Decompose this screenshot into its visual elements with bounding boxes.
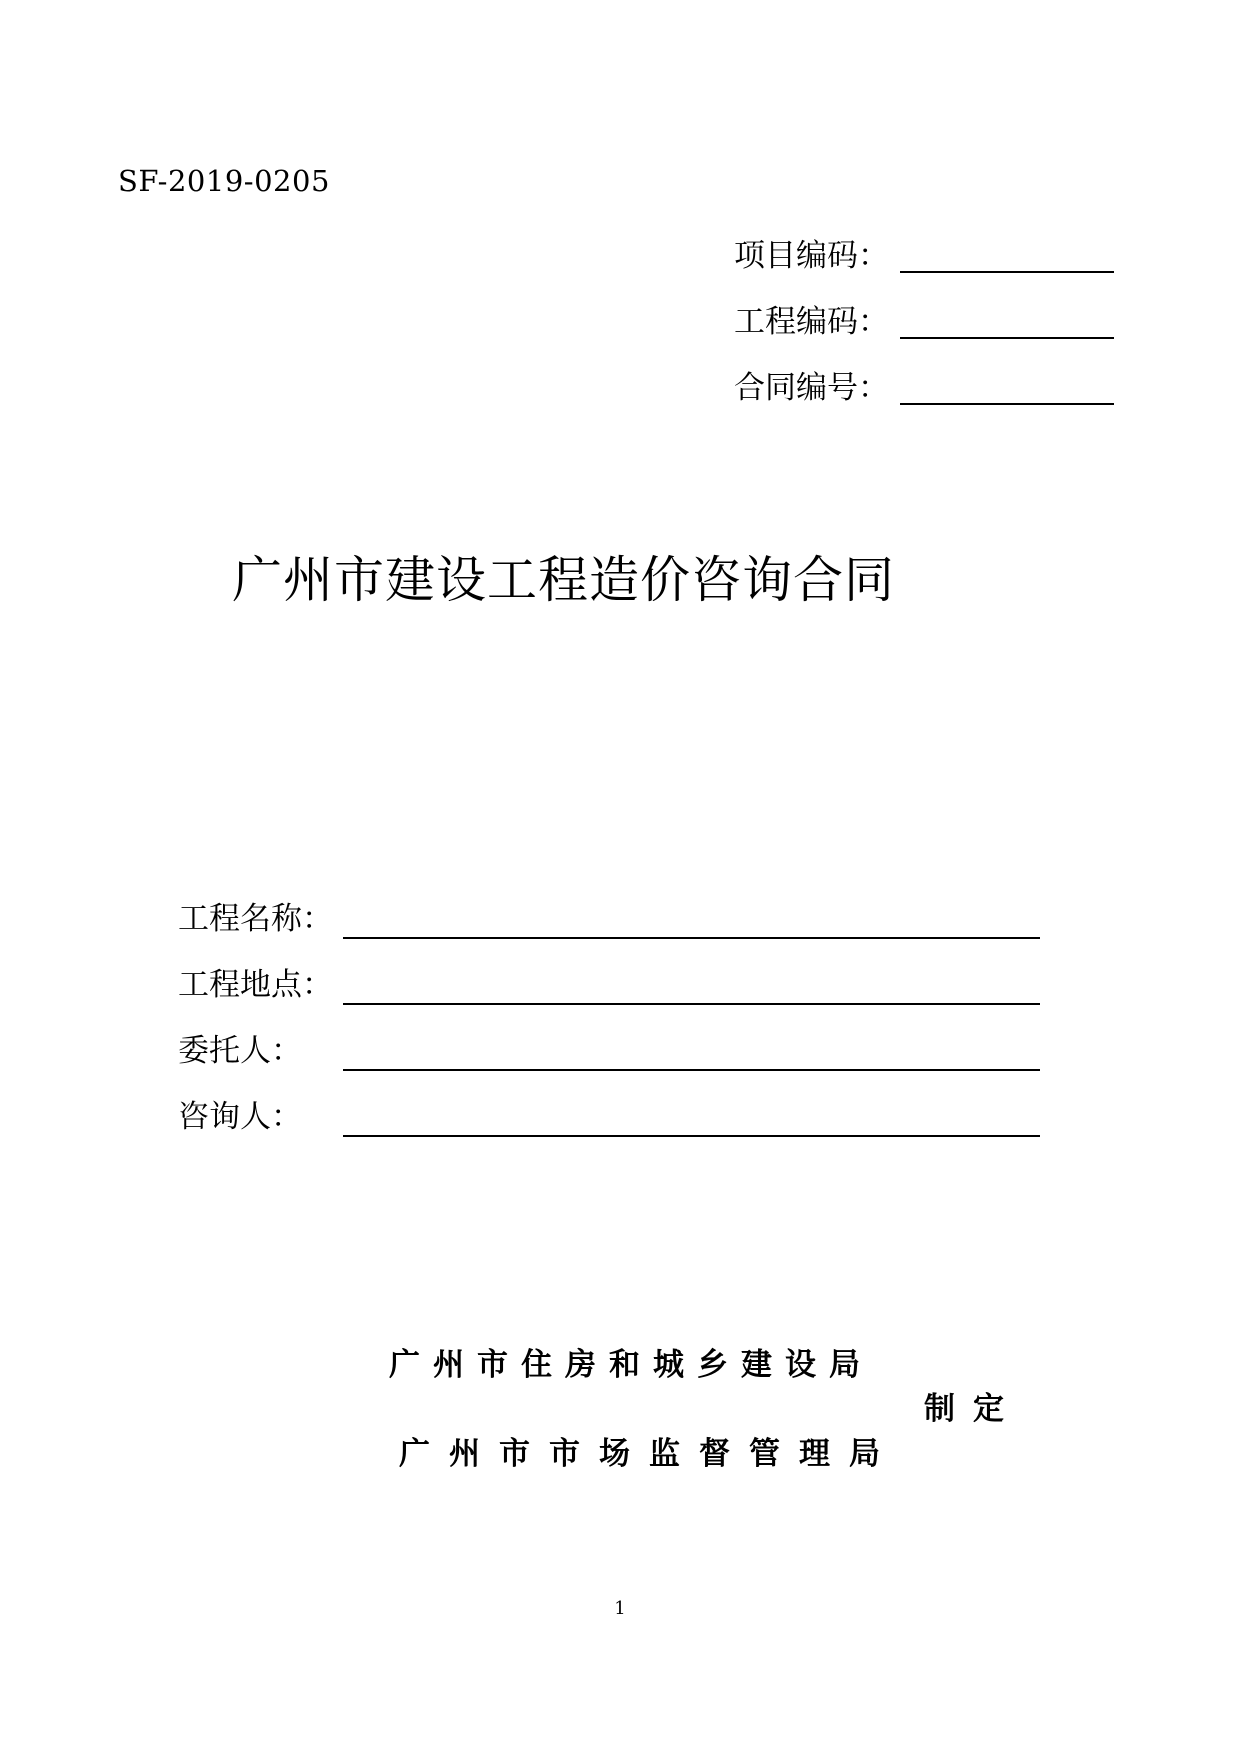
- issuer-made-by: 制定: [924, 1391, 1022, 1427]
- issuer-housing-bureau: 广州市住房和城乡建设局: [389, 1347, 873, 1383]
- consultant-label: 咨询人：: [178, 1099, 302, 1135]
- engineering-code-blank[interactable]: [900, 337, 1114, 339]
- project-location-row: [178, 964, 1040, 1006]
- client-row: [178, 1030, 1040, 1072]
- project-code-row: [734, 236, 1114, 276]
- issuer-market-bureau: 广州市市场监督管理局: [399, 1436, 899, 1472]
- contract-number-label: 合同编号：: [734, 370, 889, 406]
- project-location-blank[interactable]: [343, 1003, 1040, 1005]
- project-name-blank[interactable]: [343, 937, 1040, 939]
- project-name-row: [178, 898, 1040, 940]
- engineering-code-row: [734, 302, 1114, 342]
- project-code-blank[interactable]: [900, 271, 1114, 273]
- consultant-blank[interactable]: [343, 1135, 1040, 1137]
- consultant-row: [178, 1096, 1040, 1138]
- project-code-label: 项目编码：: [734, 238, 889, 274]
- client-label: 委托人：: [178, 1033, 302, 1069]
- client-blank[interactable]: [343, 1069, 1040, 1071]
- contract-number-row: [734, 368, 1114, 408]
- project-name-label: 工程名称：: [178, 901, 333, 937]
- project-location-label: 工程地点：: [178, 967, 333, 1003]
- contract-number-blank[interactable]: [900, 403, 1114, 405]
- document-code: SF-2019-0205: [118, 164, 330, 198]
- engineering-code-label: 工程编码：: [734, 304, 889, 340]
- contract-title: 广州市建设工程造价咨询合同: [232, 551, 895, 609]
- page-number: 1: [614, 1598, 626, 1619]
